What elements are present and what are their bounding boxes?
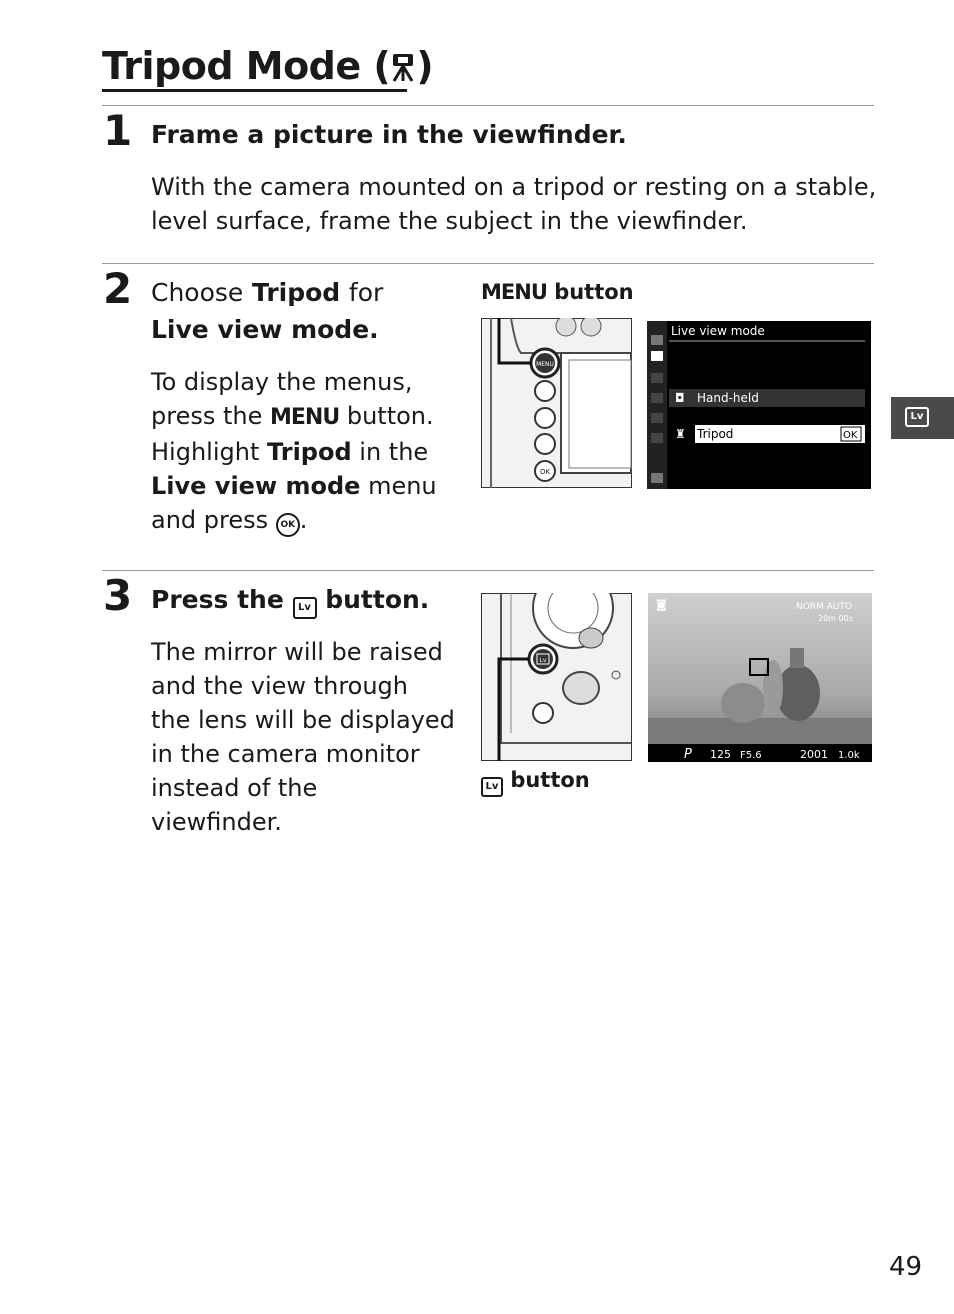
step-3-heading: Press the Lv button. [151, 581, 429, 619]
menu-item-tripod: Tripod [697, 427, 734, 441]
menu-button-label: MENU button [481, 280, 634, 304]
svg-text:♜: ♜ [675, 427, 686, 441]
camera-back-menu-image [481, 318, 632, 488]
svg-text:F5.6: F5.6 [740, 750, 762, 761]
live-view-monitor-screen [648, 593, 872, 762]
menu-item-hand-held: Hand-held [697, 391, 759, 405]
page-title: Tripod Mode ( ) [102, 44, 434, 88]
divider [102, 570, 874, 571]
svg-text:125: 125 [710, 748, 731, 761]
divider [102, 105, 874, 106]
svg-text:Lv: Lv [539, 657, 547, 664]
tripod-icon [390, 52, 416, 82]
svg-text:OK: OK [843, 430, 858, 441]
svg-text:OK: OK [539, 468, 551, 476]
page-number: 49 [889, 1252, 923, 1282]
step-1-heading: Frame a picture in the viewfinder. [151, 120, 627, 149]
step-3-body: The mirror will be raised and the view through the lens will be displayed in the camera monitor instead of the viewfinder. [151, 638, 455, 836]
svg-text:2001: 2001 [800, 748, 828, 761]
live-view-icon: Lv [293, 597, 317, 619]
live-view-mode-menu-screen [647, 321, 871, 489]
svg-text:NORM AUTO: NORM AUTO [796, 602, 853, 612]
svg-text:P: P [684, 747, 692, 762]
menu-title: Live view mode [671, 324, 765, 338]
svg-text:MENU: MENU [536, 361, 554, 368]
svg-text:◘: ◘ [675, 391, 685, 405]
step-number-2: 2 [103, 264, 133, 313]
live-view-section-tab[interactable] [891, 397, 954, 439]
step-2-body: To display the menus, press the MENU button. Highlight Tripod in the Live view mode menu and press OK . [151, 365, 437, 537]
live-view-icon: Lv [481, 777, 503, 797]
divider [102, 263, 874, 264]
live-view-icon: Lv [905, 407, 929, 427]
step-number-3: 3 [103, 571, 133, 620]
svg-text:◙: ◙ [656, 598, 667, 611]
svg-text:20m 00s: 20m 00s [818, 614, 853, 623]
camera-back-lv-image [481, 593, 632, 761]
ok-icon: OK [276, 513, 300, 537]
svg-text:1.0k: 1.0k [838, 750, 860, 761]
step-2-heading: Choose Tripod for Live view mode. [151, 278, 384, 344]
lv-button-label: Lv button [481, 768, 590, 797]
title-underline [102, 89, 407, 92]
step-1-body: With the camera mounted on a tripod or resting on a stable, level surface, frame the subject in the viewfinder. [151, 173, 877, 235]
step-number-1: 1 [103, 106, 133, 155]
